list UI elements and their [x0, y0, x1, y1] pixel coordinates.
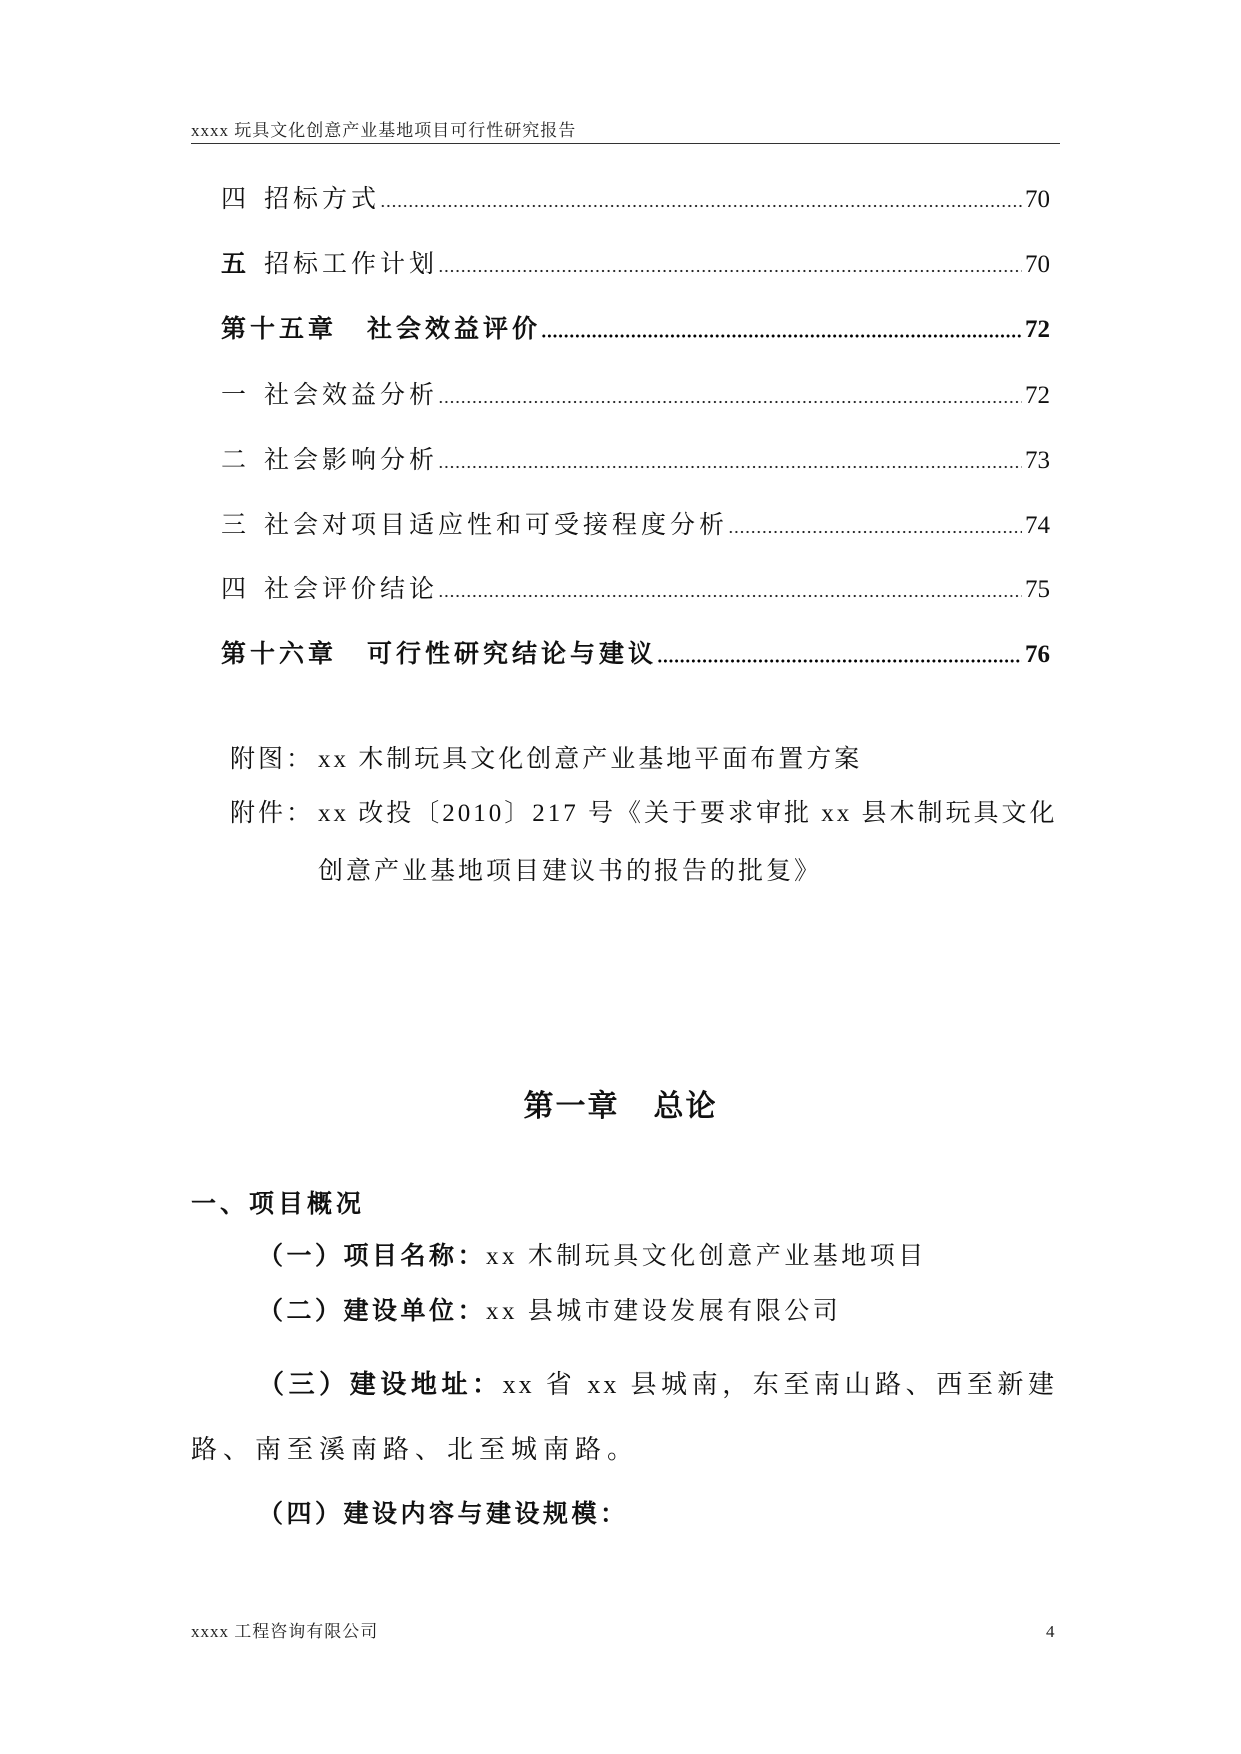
- toc-entry-title: 社会对项目适应性和可受接程度分析: [264, 512, 729, 539]
- toc-entry-page: 70: [1025, 251, 1050, 278]
- toc-entry-number: 四: [221, 186, 251, 213]
- project-item-name: [258, 1237, 927, 1277]
- toc-dot-leader: [438, 376, 1022, 416]
- toc-dot-leader: [657, 635, 1022, 675]
- toc-entry-title: 招标方式: [264, 186, 381, 213]
- toc-entry-page: 73: [1025, 447, 1050, 474]
- toc-entry: [221, 441, 1050, 481]
- chapter-number: 第一章: [523, 1090, 620, 1123]
- toc-entry-number: 三: [221, 512, 251, 539]
- toc-entry-title: 社会效益分析: [264, 382, 439, 409]
- toc-dot-leader: [728, 506, 1022, 546]
- toc-chapter-entry: [221, 635, 1050, 675]
- toc-entry-number: 第十六章: [221, 641, 338, 668]
- item-value: xx 县城市建设发展有限公司: [486, 1298, 842, 1325]
- toc-entry-page: 72: [1025, 316, 1050, 343]
- footer-page-number: 4: [1046, 1622, 1055, 1641]
- toc-entry: [221, 376, 1050, 416]
- toc-entry-page: 74: [1025, 512, 1050, 539]
- appendix-figure-text: xx 木制玩具文化创意产业基地平面布置方案: [318, 746, 863, 773]
- toc-entry-title: 招标工作计划: [264, 251, 439, 278]
- appendix-attachment-label: 附件：: [230, 800, 315, 827]
- chapter-heading: [0, 1087, 1241, 1127]
- toc-dot-leader: [438, 570, 1022, 610]
- item-label: （一）项目名称：: [258, 1243, 487, 1270]
- running-header-title: xxxx 玩具文化创意产业基地项目可行性研究报告: [191, 121, 577, 140]
- toc-entry: [221, 245, 1050, 285]
- toc-dot-leader: [438, 245, 1022, 285]
- toc-entry-number: 第十五章: [221, 316, 338, 343]
- toc-entry-number: 二: [221, 447, 251, 474]
- toc-entry: [221, 506, 1050, 546]
- toc-entry-title: 社会影响分析: [264, 447, 439, 474]
- header-rule: [191, 143, 1060, 144]
- toc-entry-page: 72: [1025, 382, 1050, 409]
- appendix-attachment-text-line: 创意产业基地项目建议书的报告的批复》: [318, 858, 823, 885]
- toc-entry-title: 社会评价结论: [264, 576, 439, 603]
- project-item-builder: [258, 1292, 841, 1332]
- footer-company: xxxx 工程咨询有限公司: [191, 1622, 379, 1641]
- toc-dot-leader: [380, 180, 1022, 220]
- toc-entry-page: 76: [1025, 641, 1050, 668]
- item-label: （二）建设单位：: [258, 1298, 487, 1325]
- appendix-figure-label: 附图：: [230, 746, 315, 773]
- toc-entry: [221, 180, 1050, 220]
- toc-dot-leader: [438, 441, 1022, 481]
- item-value: xx 省 xx 县城南，东至南山路、西至新建: [502, 1370, 1057, 1399]
- item-value: xx 木制玩具文化创意产业基地项目: [486, 1243, 927, 1270]
- toc-entry-number: 五: [221, 251, 251, 278]
- chapter-title: 总论: [653, 1090, 718, 1123]
- appendix-attachment-text-line: xx 改投〔2010〕217 号《关于要求审批 xx 县木制玩具文化: [318, 800, 1058, 827]
- toc-entry-number: 四: [221, 576, 251, 603]
- toc-entry-title: 社会效益评价: [367, 316, 542, 343]
- section-heading: 一、项目概况: [191, 1191, 366, 1218]
- toc-entry: [221, 570, 1050, 610]
- project-item-address: [258, 1365, 1057, 1405]
- toc-dot-leader: [541, 310, 1022, 350]
- item-label: （三）建设地址：: [258, 1370, 503, 1399]
- toc-chapter-entry: [221, 310, 1050, 350]
- toc-entry-page: 70: [1025, 186, 1050, 213]
- toc-entry-number: 一: [221, 382, 251, 409]
- toc-entry-title: 可行性研究结论与建议: [367, 641, 658, 668]
- item-value-continuation: 路、南至溪南路、北至城南路。: [191, 1435, 640, 1464]
- project-item-scope: [258, 1495, 629, 1535]
- item-label: （四）建设内容与建设规模：: [258, 1501, 629, 1528]
- toc-entry-page: 75: [1025, 576, 1050, 603]
